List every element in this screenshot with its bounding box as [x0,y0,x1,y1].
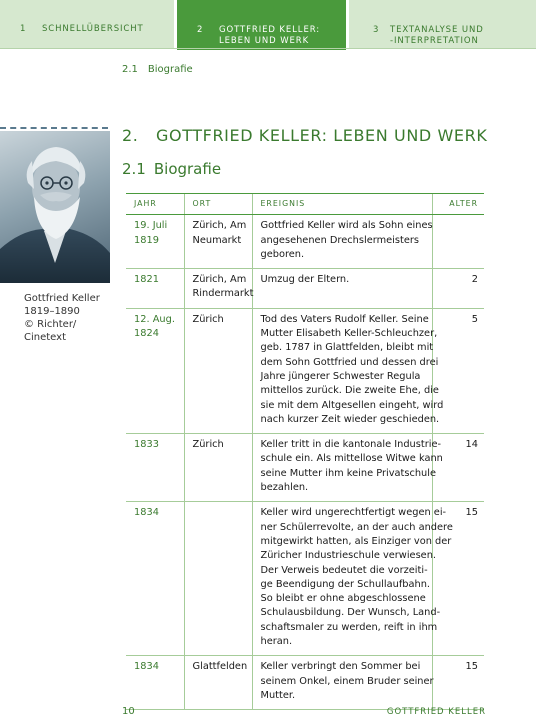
cell-alter: 5 [432,308,484,433]
cell-ereignis-line: Umzug der Eltern. [260,274,350,286]
cell-ort-line: Zürich, Am [192,274,247,286]
table-header-row [126,194,484,215]
cell-ereignis-line: seinem Onkel, einem Bruder seiner [260,675,434,687]
tab-divider [0,48,536,49]
portrait-caption [24,292,114,344]
tab-number: 2 [197,25,204,35]
breadcrumb-label: Biografie [147,64,193,75]
running-footer: GOTTFRIED KELLER [386,707,486,717]
tab-label [390,25,484,47]
cell-jahr-line: 1824 [134,328,159,340]
column-header-ereignis: EREIGNIS [252,194,432,215]
cell-ort-line: Glattfelden [192,661,248,673]
table-row [126,308,484,433]
column-header-ort: ORT [184,194,252,215]
tab-leben-und-werk[interactable] [177,0,346,50]
page-number: 10 [122,706,135,717]
caption-line: Gottfried Keller [24,293,100,304]
tab-label [219,25,320,47]
portrait-image [0,131,110,283]
cell-ereignis-line: bezahlen. [260,482,309,494]
cell-ereignis-line: Gottfried Keller wird als Sohn eines [260,220,433,232]
column-header-jahr: JAHR [126,194,184,215]
column-header-alter: ALTER [432,194,484,215]
cell-jahr-line: 12. Aug. [134,313,175,325]
cell-ereignis [252,434,443,502]
cell-ereignis-line: schaftsmaler zu werden, reift in ihm [260,621,438,633]
cell-ereignis [252,215,432,269]
breadcrumb-number: 2.1 [122,64,138,75]
section-number: 2.1 [122,160,146,178]
cell-ereignis-line: nach kurzer Zeit wieder geschieden. [260,413,440,425]
chapter-title [122,126,487,145]
cell-ereignis-line: angesehenen Drechslermeisters [260,234,419,246]
tab-number: 3 [373,25,380,35]
cell-ort-line: Rindermarkt [192,288,254,300]
portrait-illustration [0,131,110,283]
section-title [122,160,221,178]
tab-textanalyse[interactable] [349,0,536,48]
cell-ereignis-line: schule ein. Als mittellose Witwe kann [260,453,443,465]
cell-alter [432,215,484,269]
cell-ereignis-line: seine Mutter ihm keine Privatschule [260,467,437,479]
cell-jahr [126,434,184,502]
biography-table [126,193,484,710]
cell-ereignis-line: Keller wird ungerechtfertigt wegen ei- [260,507,447,519]
cell-ereignis-line: Tod des Vaters Rudolf Keller. Seine [260,313,429,325]
cell-ereignis-line: mittellos zurück. Die zweite Ehe, die [260,385,439,397]
cell-ereignis-line: Züricher Industrieschule verwiesen. [260,550,437,562]
cell-jahr [126,308,184,433]
cell-ort [184,215,252,269]
cell-ereignis-line: So bleibt er ohne abgeschlossene [260,593,426,605]
cell-jahr-line: 1834 [134,661,159,673]
cell-ereignis-line: ge Beendigung der Schullaufbahn. [260,578,431,590]
tab-schnelluebersicht[interactable] [0,0,174,48]
cell-alter: 15 [432,656,484,710]
cell-ort-line: Neumarkt [192,234,242,246]
cell-ereignis-line: heran. [260,636,293,648]
cell-jahr-line: 1833 [134,439,159,451]
cell-ereignis-line: ner Schülerrevolte, an der auch andere [260,521,453,533]
cell-ereignis-line: sie mit dem Altgesellen eingeht, wird [260,399,444,411]
cell-ereignis-line: Schulausbildung. Der Wunsch, Land- [260,607,441,619]
cell-ort [184,656,252,710]
tab-label-line: -INTERPRETATION [390,36,479,46]
cell-ort [184,269,252,309]
cell-ereignis [252,656,432,710]
caption-line: 1819–1890 [24,306,80,317]
cell-jahr [126,656,184,710]
table-body [126,215,484,710]
cell-ort [184,502,252,656]
tab-label-line: TEXTANALYSE UND [390,25,484,35]
table-row [126,269,484,309]
cell-jahr-line: 1821 [134,274,159,286]
cell-ereignis-line: Mutter. [260,689,296,701]
cell-ort-line: Zürich, Am [192,220,247,232]
caption-line: © Richter/ [24,319,77,330]
cell-ereignis [252,308,444,433]
cell-ereignis-line: Keller verbringt den Sommer bei [260,661,421,673]
cell-jahr-line: 19. Juli [134,220,168,232]
cell-ort [184,434,252,502]
cell-ereignis-line: Jahre jüngerer Schwester Regula [260,370,421,382]
caption-line: Cinetext [24,332,66,343]
breadcrumb [122,64,193,75]
cell-ereignis-line: Der Verweis bedeutet die vorzeiti- [260,564,428,576]
cell-jahr [126,502,184,656]
tab-label [42,24,144,35]
cell-alter: 15 [432,502,484,656]
cell-jahr [126,215,184,269]
chapter-number: 2. [122,126,139,145]
cell-ereignis-line: dem Sohn Gottfried und dessen drei [260,356,439,368]
cell-ereignis-line: geb. 1787 in Glattfelden, bleibt mit [260,342,434,354]
table-row [126,434,484,502]
tab-label-line: GOTTFRIED KELLER: [219,25,321,35]
cell-ort-line: Zürich [192,313,224,325]
tab-label-line: SCHNELLÜBERSICHT [42,24,144,34]
tab-label-line: LEBEN UND WERK [219,36,310,46]
cell-jahr-line: 1834 [134,507,159,519]
cell-alter: 2 [432,269,484,309]
cell-ereignis [252,269,432,309]
cell-ereignis-line: Mutter Elisabeth Keller-Schleuchzer, [260,328,438,340]
cell-ereignis-line: geboren. [260,248,305,260]
cell-jahr-line: 1819 [134,234,159,246]
chapter-title-text: GOTTFRIED KELLER: LEBEN UND WERK [156,126,488,145]
cell-jahr [126,269,184,309]
cell-alter: 14 [432,434,484,502]
tab-number: 1 [20,24,27,34]
table-row [126,656,484,710]
cell-ereignis [252,502,453,656]
section-title-text: Biografie [153,160,222,178]
chapter-nav-tabs [0,0,536,48]
table-row [126,502,484,656]
cell-ort [184,308,252,433]
cell-ereignis-line: Keller tritt in die kantonale Industrie- [260,439,442,451]
cell-ereignis-line: mitgewirkt hatten, als Einziger von der [260,535,452,547]
cell-ort-line: Zürich [192,439,224,451]
table-row [126,215,484,269]
